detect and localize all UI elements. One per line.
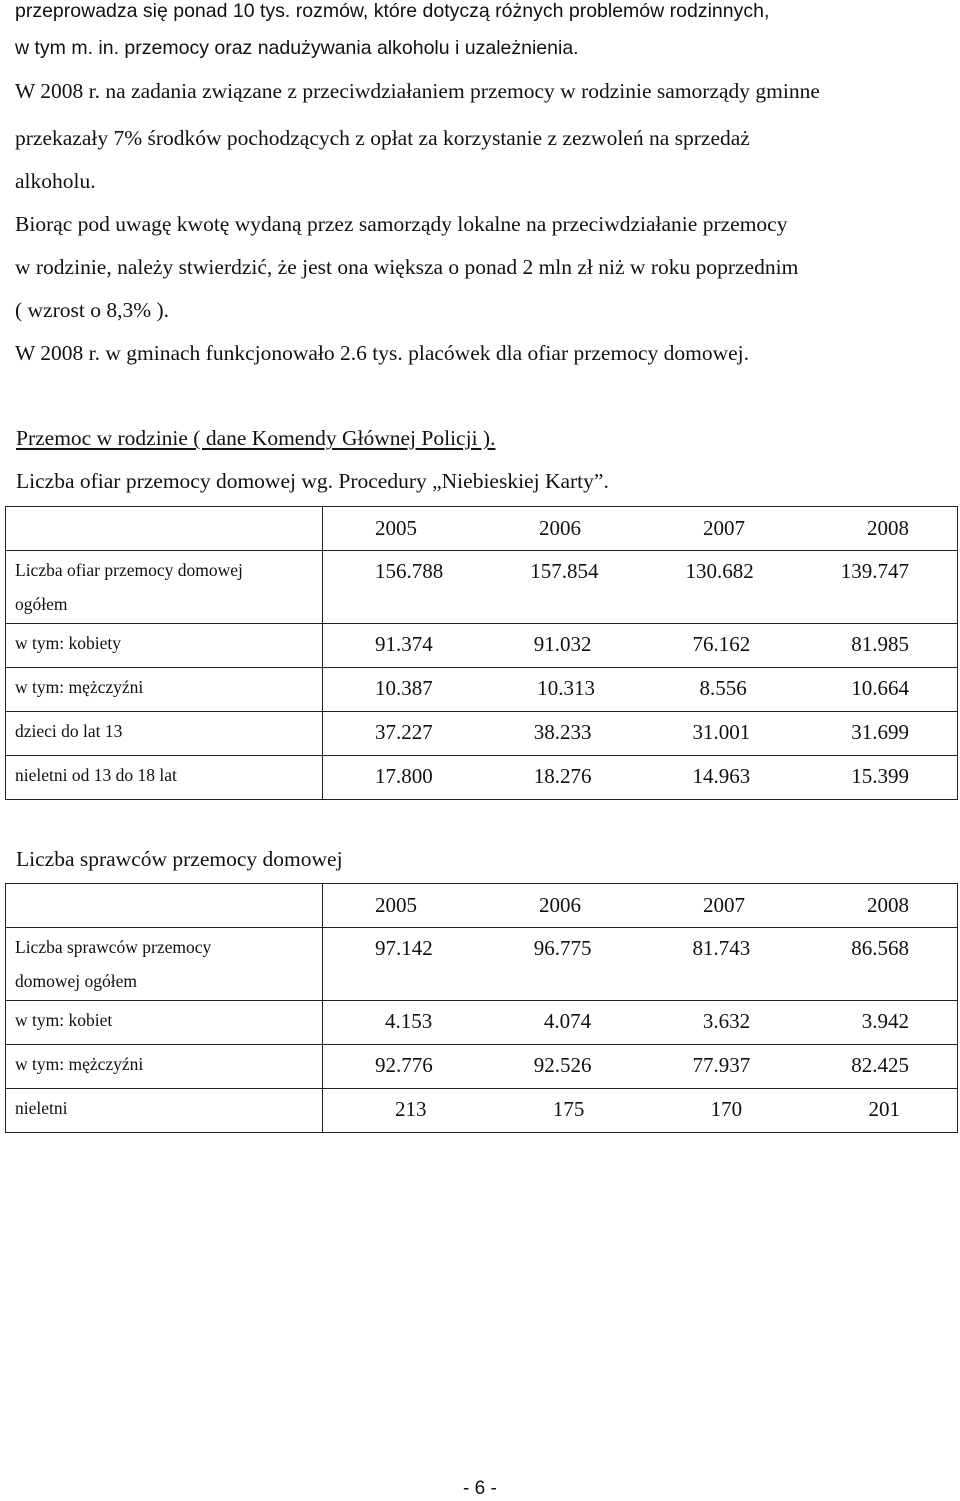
- year-header: 2006: [539, 516, 581, 540]
- row-label: dzieci do lat 13: [6, 712, 323, 756]
- table-cell: 201: [868, 1097, 900, 1121]
- table-cell: 10.387: [375, 676, 433, 700]
- row-values: [323, 624, 958, 668]
- paragraph-line: W 2008 r. w gminach funkcjonowało 2.6 tys. placówek dla ofiar przemocy domowej.: [15, 341, 750, 365]
- row-label: nieletni: [6, 1089, 323, 1133]
- table-cell: 31.699: [851, 720, 909, 744]
- table-cell: 77.937: [692, 1053, 751, 1077]
- table-cell: 170: [710, 1097, 743, 1121]
- table-cell: 76.162: [692, 632, 751, 656]
- table-cell: 157.854: [530, 559, 599, 583]
- paragraph-line: W 2008 r. na zadania związane z przeciwdziałaniem przemocy w rodzinie samorządy gminne: [15, 79, 820, 103]
- table-cell: 91.032: [533, 632, 592, 656]
- table-cell: 156.788: [375, 559, 444, 583]
- row-values: [323, 1089, 958, 1133]
- table-row: [6, 712, 958, 756]
- table-cell: 81.985: [851, 632, 909, 656]
- table-row: [6, 756, 958, 800]
- table-cell: 4.153: [385, 1009, 433, 1033]
- paragraph-line: w rodzinie, należy stwierdzić, że jest ona większa o ponad 2 mln zł niż w roku poprzednim: [15, 255, 799, 279]
- table-cell: 92.526: [533, 1053, 592, 1077]
- table-cell: 15.399: [851, 764, 909, 788]
- row-label: nieletni od 13 do 18 lat: [6, 756, 323, 800]
- table-cell: 91.374: [375, 632, 433, 656]
- table-cell: 86.568: [851, 936, 909, 960]
- section-title-perpetrators: Liczba sprawców przemocy domowej: [16, 847, 343, 871]
- table-cell: 96.775: [533, 936, 592, 960]
- row-label-line2: domowej ogółem: [15, 971, 137, 991]
- row-values: [323, 756, 958, 800]
- table-cell: 4.074: [543, 1009, 592, 1033]
- table-cell: 213: [395, 1097, 427, 1121]
- table-cell: 38.233: [533, 720, 592, 744]
- table-cell: 17.800: [375, 764, 433, 788]
- row-label: w tym: kobiet: [6, 1001, 323, 1045]
- year-header: 2005: [375, 893, 417, 917]
- row-label: w tym: kobiety: [6, 624, 323, 668]
- table-cell: 139.747: [840, 559, 909, 583]
- row-label-line1: Liczba ofiar przemocy domowej: [15, 560, 243, 580]
- table-cell: 31.001: [692, 720, 751, 744]
- table-cell: 3.632: [702, 1009, 751, 1033]
- row-values: [323, 1001, 958, 1045]
- table-cell: 175: [552, 1097, 585, 1121]
- table-cell: 37.227: [375, 720, 433, 744]
- paragraph-line: alkoholu.: [15, 169, 96, 193]
- row-values: [323, 712, 958, 756]
- table-row: [6, 624, 958, 668]
- row-label: [6, 551, 323, 624]
- victims-table: [5, 506, 958, 800]
- table-cell: 18.276: [533, 764, 592, 788]
- section-title-victims-source: Przemoc w rodzinie ( dane Komendy Głównej Policji ).: [16, 426, 496, 450]
- year-header: 2008: [867, 893, 909, 917]
- table-cell: 97.142: [375, 936, 433, 960]
- header-years-cell: [323, 507, 958, 551]
- row-values: [323, 1045, 958, 1089]
- table-row: [6, 1089, 958, 1133]
- paragraph-line: ( wzrost o 8,3% ).: [15, 298, 170, 322]
- table-cell: 3.942: [861, 1009, 909, 1033]
- section-subtitle-victims: Liczba ofiar przemocy domowej wg. Procedury „Niebieskiej Karty”.: [16, 469, 609, 493]
- year-header: 2005: [375, 516, 417, 540]
- year-header: 2007: [703, 516, 745, 540]
- table-row: [6, 1045, 958, 1089]
- row-label-line2: ogółem: [15, 594, 68, 614]
- header-years-cell: [323, 884, 958, 928]
- table-row: [6, 928, 958, 1001]
- table-cell: 81.743: [692, 936, 751, 960]
- table-cell: 8.556: [699, 676, 747, 700]
- row-values: [323, 668, 958, 712]
- table-row: [6, 1001, 958, 1045]
- table-cell: 130.682: [685, 559, 754, 583]
- table-cell: 92.776: [375, 1053, 433, 1077]
- row-label: w tym: mężczyźni: [6, 668, 323, 712]
- header-empty-cell: [6, 507, 323, 551]
- row-label: [6, 928, 323, 1001]
- paragraph-line: w tym m. in. przemocy oraz nadużywania alkoholu i uzależnienia.: [15, 37, 579, 59]
- table-header-row: [6, 884, 958, 928]
- paragraph-line: Biorąc pod uwagę kwotę wydaną przez samorządy lokalne na przeciwdziałanie przemocy: [15, 212, 788, 236]
- row-values: [323, 928, 958, 1001]
- header-empty-cell: [6, 884, 323, 928]
- row-label: w tym: mężczyźni: [6, 1045, 323, 1089]
- row-values: [323, 551, 958, 624]
- perpetrators-table: [5, 883, 958, 1133]
- table-cell: 10.313: [537, 676, 595, 700]
- table-cell: 10.664: [851, 676, 909, 700]
- table-cell: 14.963: [692, 764, 751, 788]
- year-header: 2006: [539, 893, 581, 917]
- table-cell: 82.425: [851, 1053, 909, 1077]
- table-row: [6, 668, 958, 712]
- table-row: [6, 551, 958, 624]
- year-header: 2007: [703, 893, 745, 917]
- paragraph-line: przekazały 7% środków pochodzących z opłat za korzystanie z zezwoleń na sprzedaż: [15, 126, 750, 150]
- page-number: - 6 -: [463, 1478, 497, 1499]
- year-header: 2008: [867, 516, 909, 540]
- row-label-line1: Liczba sprawców przemocy: [15, 937, 212, 957]
- paragraph-line: przeprowadza się ponad 10 tys. rozmów, które dotyczą różnych problemów rodzinnych,: [15, 0, 770, 22]
- table-header-row: [6, 507, 958, 551]
